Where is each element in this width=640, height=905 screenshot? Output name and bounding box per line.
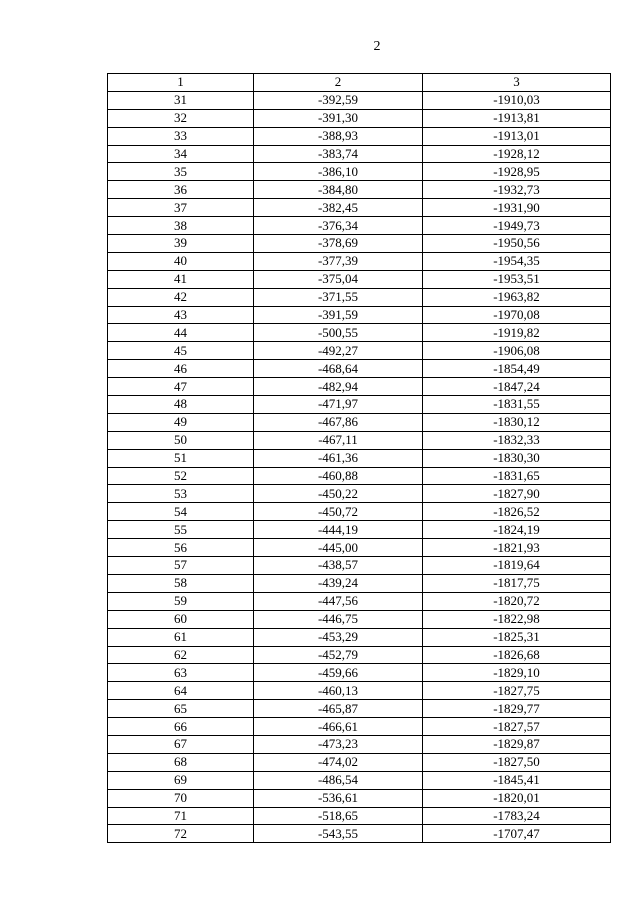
table-row: [108, 91, 611, 109]
row-number-cell: 32: [108, 109, 254, 127]
table-row: [108, 252, 611, 270]
column-3-cell: -1928,12: [423, 145, 611, 163]
table-row: [108, 557, 611, 575]
table-row: [108, 181, 611, 199]
column-2-cell: -518,65: [254, 807, 423, 825]
table-row: [108, 199, 611, 217]
row-number-cell: 51: [108, 449, 254, 467]
column-2-cell: -392,59: [254, 91, 423, 109]
table-row: [108, 449, 611, 467]
column-2-cell: -378,69: [254, 235, 423, 253]
row-number-cell: 60: [108, 610, 254, 628]
column-2-cell: -382,45: [254, 199, 423, 217]
row-number-cell: 70: [108, 789, 254, 807]
column-3-cell: -1783,24: [423, 807, 611, 825]
column-3-cell: -1821,93: [423, 539, 611, 557]
column-2-cell: -450,22: [254, 485, 423, 503]
column-2-cell: -444,19: [254, 521, 423, 539]
column-3-cell: -1954,35: [423, 252, 611, 270]
column-3-cell: -1824,19: [423, 521, 611, 539]
column-2-cell: -465,87: [254, 700, 423, 718]
column-header-1: 1: [108, 74, 254, 92]
table-header: [108, 74, 611, 92]
column-3-cell: -1832,33: [423, 431, 611, 449]
table-row: [108, 217, 611, 235]
table-row: [108, 682, 611, 700]
column-3-cell: -1970,08: [423, 306, 611, 324]
column-3-cell: -1932,73: [423, 181, 611, 199]
table-row: [108, 521, 611, 539]
column-2-cell: -500,55: [254, 324, 423, 342]
row-number-cell: 50: [108, 431, 254, 449]
table-row: [108, 592, 611, 610]
row-number-cell: 67: [108, 735, 254, 753]
row-number-cell: 62: [108, 646, 254, 664]
column-3-cell: -1827,57: [423, 718, 611, 736]
column-2-cell: -471,97: [254, 396, 423, 414]
table-row: [108, 467, 611, 485]
column-2-cell: -466,61: [254, 718, 423, 736]
column-2-cell: -439,24: [254, 574, 423, 592]
column-3-cell: -1913,81: [423, 109, 611, 127]
column-2-cell: -384,80: [254, 181, 423, 199]
column-2-cell: -391,30: [254, 109, 423, 127]
row-number-cell: 58: [108, 574, 254, 592]
row-number-cell: 72: [108, 825, 254, 843]
column-2-cell: -486,54: [254, 771, 423, 789]
row-number-cell: 68: [108, 753, 254, 771]
column-2-cell: -375,04: [254, 270, 423, 288]
row-number-cell: 54: [108, 503, 254, 521]
row-number-cell: 53: [108, 485, 254, 503]
row-number-cell: 44: [108, 324, 254, 342]
column-3-cell: -1854,49: [423, 360, 611, 378]
table-row: [108, 306, 611, 324]
table-row: [108, 163, 611, 181]
column-2-cell: -438,57: [254, 557, 423, 575]
column-2-cell: -468,64: [254, 360, 423, 378]
row-number-cell: 40: [108, 252, 254, 270]
table-row: [108, 378, 611, 396]
row-number-cell: 37: [108, 199, 254, 217]
column-3-cell: -1950,56: [423, 235, 611, 253]
row-number-cell: 64: [108, 682, 254, 700]
column-3-cell: -1953,51: [423, 270, 611, 288]
column-2-cell: -543,55: [254, 825, 423, 843]
row-number-cell: 34: [108, 145, 254, 163]
column-2-cell: -473,23: [254, 735, 423, 753]
column-2-cell: -452,79: [254, 646, 423, 664]
column-2-cell: -459,66: [254, 664, 423, 682]
column-2-cell: -461,36: [254, 449, 423, 467]
column-3-cell: -1825,31: [423, 628, 611, 646]
column-2-cell: -383,74: [254, 145, 423, 163]
table-row: [108, 485, 611, 503]
column-header-3: 3: [423, 74, 611, 92]
table-row: [108, 342, 611, 360]
table-row: [108, 825, 611, 843]
column-3-cell: -1826,52: [423, 503, 611, 521]
row-number-cell: 46: [108, 360, 254, 378]
table-row: [108, 127, 611, 145]
column-3-cell: -1845,41: [423, 771, 611, 789]
column-header-2: 2: [254, 74, 423, 92]
row-number-cell: 71: [108, 807, 254, 825]
row-number-cell: 36: [108, 181, 254, 199]
row-number-cell: 63: [108, 664, 254, 682]
row-number-cell: 56: [108, 539, 254, 557]
table-row: [108, 413, 611, 431]
column-3-cell: -1829,10: [423, 664, 611, 682]
column-3-cell: -1707,47: [423, 825, 611, 843]
column-3-cell: -1819,64: [423, 557, 611, 575]
row-number-cell: 55: [108, 521, 254, 539]
column-3-cell: -1910,03: [423, 91, 611, 109]
table-row: [108, 718, 611, 736]
table-row: [108, 288, 611, 306]
column-3-cell: -1827,90: [423, 485, 611, 503]
row-number-cell: 43: [108, 306, 254, 324]
row-number-cell: 42: [108, 288, 254, 306]
column-3-cell: -1831,55: [423, 396, 611, 414]
column-3-cell: -1820,01: [423, 789, 611, 807]
column-3-cell: -1822,98: [423, 610, 611, 628]
table-row: [108, 807, 611, 825]
table-row: [108, 610, 611, 628]
row-number-cell: 47: [108, 378, 254, 396]
row-number-cell: 48: [108, 396, 254, 414]
table-row: [108, 539, 611, 557]
column-3-cell: -1906,08: [423, 342, 611, 360]
row-number-cell: 61: [108, 628, 254, 646]
table-row: [108, 270, 611, 288]
column-3-cell: -1827,50: [423, 753, 611, 771]
column-2-cell: -492,27: [254, 342, 423, 360]
table-row: [108, 109, 611, 127]
column-2-cell: -388,93: [254, 127, 423, 145]
row-number-cell: 35: [108, 163, 254, 181]
column-2-cell: -467,86: [254, 413, 423, 431]
row-number-cell: 31: [108, 91, 254, 109]
table-row: [108, 664, 611, 682]
column-2-cell: -450,72: [254, 503, 423, 521]
column-3-cell: -1913,01: [423, 127, 611, 145]
row-number-cell: 66: [108, 718, 254, 736]
column-2-cell: -371,55: [254, 288, 423, 306]
row-number-cell: 59: [108, 592, 254, 610]
table-row: [108, 396, 611, 414]
column-3-cell: -1830,30: [423, 449, 611, 467]
column-2-cell: -467,11: [254, 431, 423, 449]
column-3-cell: -1847,24: [423, 378, 611, 396]
column-3-cell: -1820,72: [423, 592, 611, 610]
column-3-cell: -1919,82: [423, 324, 611, 342]
column-2-cell: -447,56: [254, 592, 423, 610]
table-row: [108, 628, 611, 646]
table-row: [108, 700, 611, 718]
column-2-cell: -536,61: [254, 789, 423, 807]
row-number-cell: 49: [108, 413, 254, 431]
column-3-cell: -1963,82: [423, 288, 611, 306]
row-number-cell: 45: [108, 342, 254, 360]
row-number-cell: 41: [108, 270, 254, 288]
table-row: [108, 646, 611, 664]
column-2-cell: -460,88: [254, 467, 423, 485]
table-row: [108, 753, 611, 771]
page-number: 2: [373, 39, 381, 54]
column-2-cell: -445,00: [254, 539, 423, 557]
column-2-cell: -391,59: [254, 306, 423, 324]
table-row: [108, 789, 611, 807]
row-number-cell: 52: [108, 467, 254, 485]
column-3-cell: -1830,12: [423, 413, 611, 431]
row-number-cell: 57: [108, 557, 254, 575]
table-row: [108, 735, 611, 753]
column-2-cell: -386,10: [254, 163, 423, 181]
column-3-cell: -1831,65: [423, 467, 611, 485]
table-row: [108, 771, 611, 789]
table-body: [108, 91, 611, 842]
table-row: [108, 574, 611, 592]
column-2-cell: -453,29: [254, 628, 423, 646]
column-3-cell: -1817,75: [423, 574, 611, 592]
column-3-cell: -1829,87: [423, 735, 611, 753]
column-2-cell: -474,02: [254, 753, 423, 771]
table-row: [108, 235, 611, 253]
table-row: [108, 360, 611, 378]
table-header-row: [108, 74, 611, 92]
row-number-cell: 39: [108, 235, 254, 253]
table-row: [108, 324, 611, 342]
row-number-cell: 65: [108, 700, 254, 718]
row-number-cell: 38: [108, 217, 254, 235]
column-2-cell: -376,34: [254, 217, 423, 235]
table-row: [108, 503, 611, 521]
column-2-cell: -460,13: [254, 682, 423, 700]
column-3-cell: -1829,77: [423, 700, 611, 718]
column-3-cell: -1827,75: [423, 682, 611, 700]
table-row: [108, 145, 611, 163]
column-2-cell: -377,39: [254, 252, 423, 270]
column-3-cell: -1949,73: [423, 217, 611, 235]
column-3-cell: -1928,95: [423, 163, 611, 181]
column-3-cell: -1931,90: [423, 199, 611, 217]
row-number-cell: 33: [108, 127, 254, 145]
row-number-cell: 69: [108, 771, 254, 789]
table-row: [108, 431, 611, 449]
column-3-cell: -1826,68: [423, 646, 611, 664]
column-2-cell: -446,75: [254, 610, 423, 628]
column-2-cell: -482,94: [254, 378, 423, 396]
data-table: [107, 73, 611, 843]
